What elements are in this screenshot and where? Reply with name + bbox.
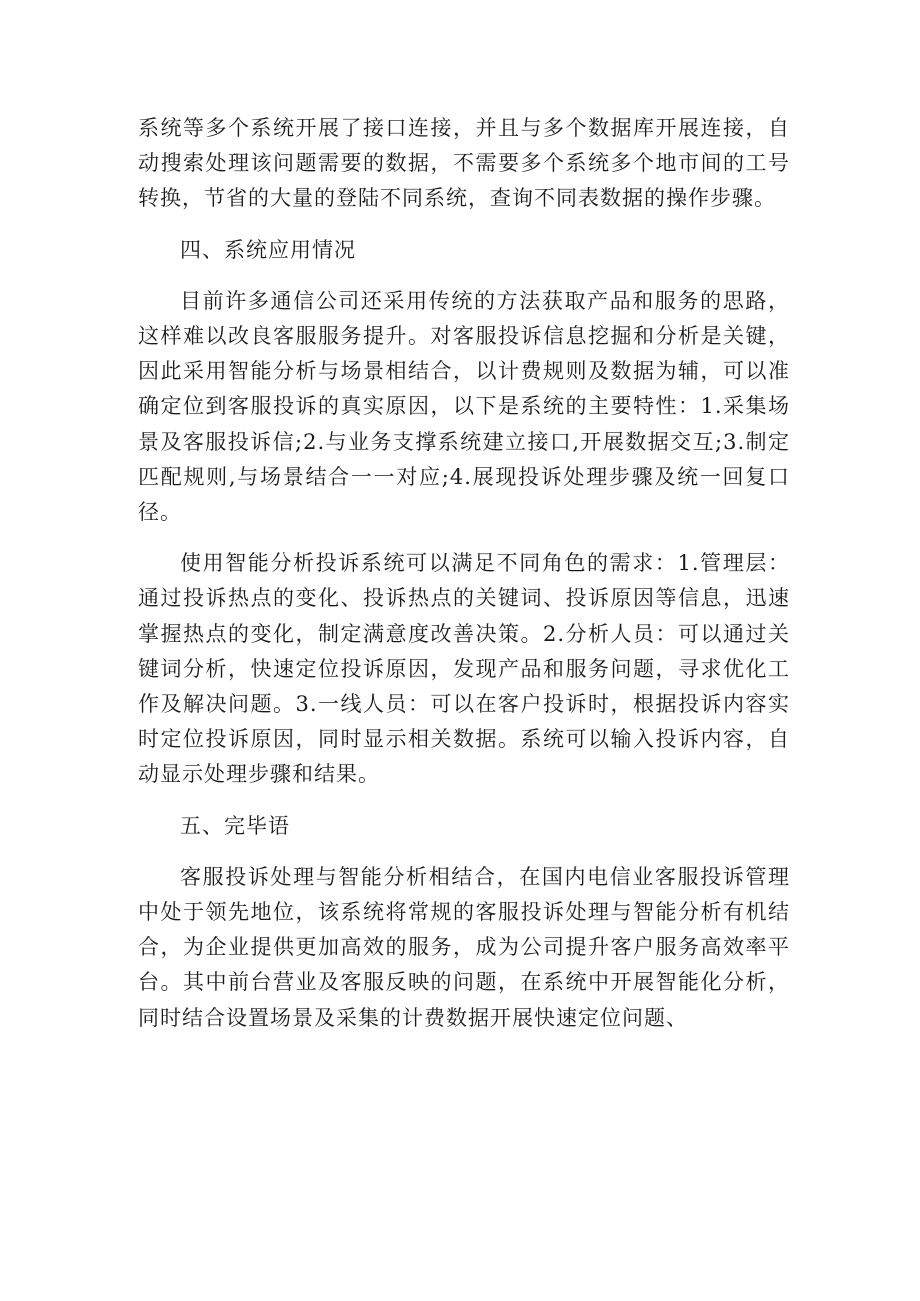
section-heading-5: 五、完毕语 <box>180 813 290 838</box>
section-heading-4: 四、系统应用情况 <box>180 237 356 262</box>
paragraph-conclusion: 客服投诉处理与智能分析相结合，在国内电信业客服投诉管理中处于领先地位，该系统将常规的客服投诉处理与智能分析有机结合，为企业提供更加高效的服务，成为公司提升客户服务高效率平台。其中前台营业及客服反映的问题，在系统中开展智能化分析，同时结合设置场景及采集的计费数据开展快速定位问题、 <box>138 864 790 1030</box>
paragraph-system-application: 目前许多通信公司还采用传统的方法获取产品和服务的思路，这样难以改良客服服务提升。对客服投诉信息挖掘和分析是关键，因此采用智能分析与场景相结合，以计费规则及数据为辅，可以准确定位到客服投诉的真实原因，以下是系统的主要特性：1.采集场景及客服投诉信;2.与业务支撑系统建立接口,开展数据交互;3.制定匹配规则,与场景结合一一对应;4.展现投诉处理步骤及统一回复口径。 <box>138 288 790 525</box>
document-body <box>138 111 790 1036</box>
paragraph-continuation: 系统等多个系统开展了接口连接，并且与多个数据库开展连接，自动搜索处理该问题需要的数据，不需要多个系统多个地市间的工号转换，节省的大量的登陆不同系统，查询不同表数据的操作步骤。 <box>138 116 790 211</box>
paragraph-role-needs: 使用智能分析投诉系统可以满足不同角色的需求：1.管理层：通过投诉热点的变化、投诉热点的关键词、投诉原因等信息，迅速掌握热点的变化，制定满意度改善决策。2.分析人员：可以通过关键词分析，快速定位投诉原因，发现产品和服务问题，寻求优化工作及解决问题。3.一线人员：可以在客户投诉时，根据投诉内容实时定位投诉原因，同时显示相关数据。系统可以输入投诉内容，自动显示处理步骤和结果。 <box>138 551 790 787</box>
